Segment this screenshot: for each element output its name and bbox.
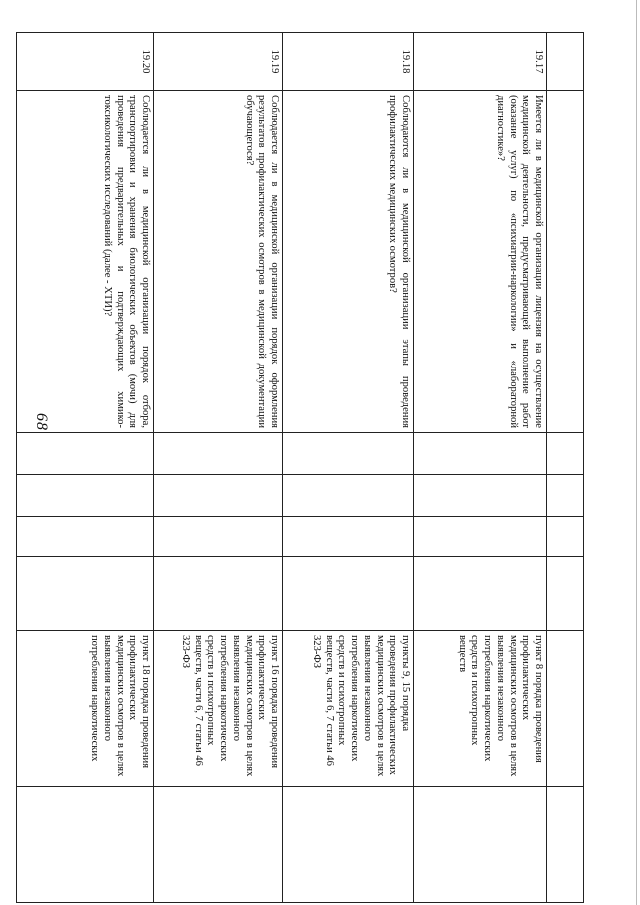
table-row [154, 33, 283, 903]
empty-cell [283, 557, 414, 631]
answer-na-cell [17, 517, 154, 557]
answer-no-cell [154, 475, 283, 517]
table-row [17, 33, 154, 903]
notes-cell [154, 787, 283, 903]
answer-yes-cell [414, 433, 547, 475]
answer-na-cell [547, 517, 584, 557]
scan-edge [636, 0, 637, 905]
reference-cell: пункт 18 порядка проведения профилактических медицинских осмотров в целях выявления незаконного потребления наркотических [17, 631, 154, 787]
answer-no-cell [283, 475, 414, 517]
reference-cell [547, 631, 584, 787]
answer-no-cell [17, 475, 154, 517]
empty-cell [17, 557, 154, 631]
checklist-table [16, 32, 584, 903]
notes-cell [547, 787, 584, 903]
answer-yes-cell [17, 433, 154, 475]
question-cell: Соблюдаются ли в медицинской организации этапы проведения профилактических медицинских осмотров? [283, 91, 414, 433]
question-cell: Имеется ли в медицинской организации лицензия на осуществление медицинской деятельности, предусматривающей выполнение работ (оказание услуг) по «психиатрии-наркологии» и «лабораторной диагностике»? [414, 91, 547, 433]
empty-cell [547, 557, 584, 631]
answer-yes-cell [283, 433, 414, 475]
reference-cell: пункт 16 порядка проведения профилактических медицинских осмотров в целях выявления незаконного потребления наркотических средств и психотропных веществ, части 6, 7 статьи 46 323-ФЗ [154, 631, 283, 787]
item-number: 19.17 [414, 33, 547, 91]
item-number: 19.19 [154, 33, 283, 91]
table-row [547, 33, 584, 903]
question-cell: Соблюдается ли в медицинской организации порядок оформления результатов профилактических осмотров в медицинской документации обучающегося? [154, 91, 283, 433]
notes-cell [414, 787, 547, 903]
answer-no-cell [414, 475, 547, 517]
answer-yes-cell [547, 433, 584, 475]
answer-na-cell [414, 517, 547, 557]
empty-cell [414, 557, 547, 631]
reference-cell: пункты 9, 15 порядка проведения профилактических медицинских осмотров в целях выявления незаконного потребления наркотических средств и психотропных веществ, части 6, 7 статьи 46 323-ФЗ [283, 631, 414, 787]
notes-cell [17, 787, 154, 903]
question-cell [547, 91, 584, 433]
item-number [547, 33, 584, 91]
item-number: 19.20 [17, 33, 154, 91]
notes-cell [283, 787, 414, 903]
table-row [283, 33, 414, 903]
page-number: 68 [33, 413, 50, 431]
answer-na-cell [154, 517, 283, 557]
answer-na-cell [283, 517, 414, 557]
reference-cell: пункт 8 порядка проведения профилактических медицинских осмотров в целях выявления незаконного потребления наркотических средств и психотропных веществ [414, 631, 547, 787]
item-number: 19.18 [283, 33, 414, 91]
empty-cell [154, 557, 283, 631]
rotated-table-wrapper [32, 32, 584, 902]
table-row [414, 33, 547, 903]
answer-yes-cell [154, 433, 283, 475]
question-cell: Соблюдается ли в медицинской организации порядок отбора, транспортировки и хранения биологических объектов (мочи) для проведения предварительных и подтверждающих химико-токсикологических исследований (далее - ХТИ)? [17, 91, 154, 433]
answer-no-cell [547, 475, 584, 517]
